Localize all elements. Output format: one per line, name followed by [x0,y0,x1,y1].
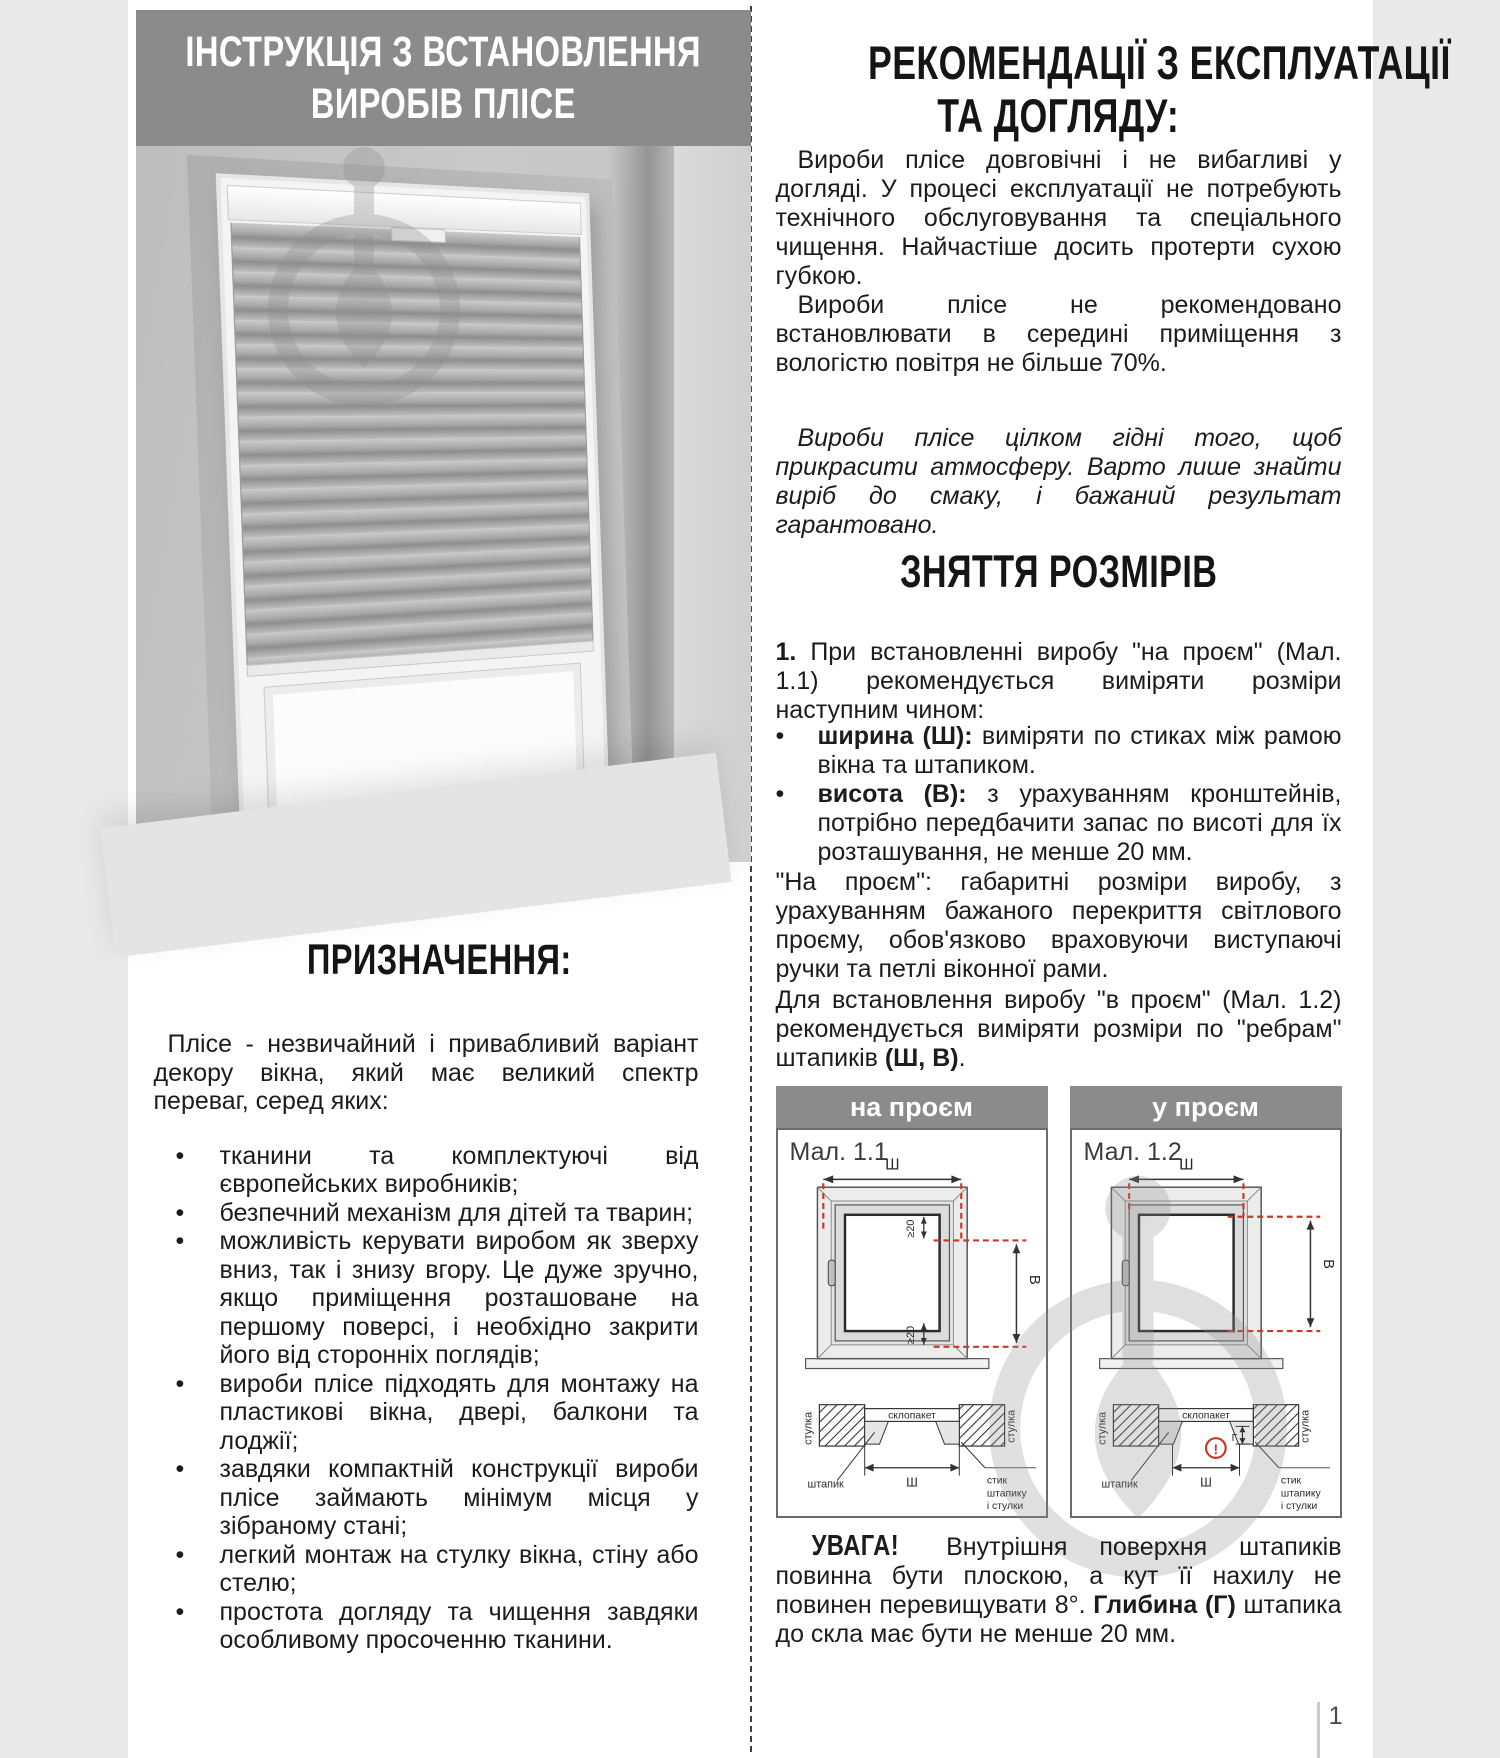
svg-text:Ш: Ш [1199,1474,1212,1490]
page-number: 1 [1317,1702,1343,1758]
purpose-section [154,1030,699,1655]
title-line-2: ВИРОБІВ ПЛІСЕ [310,80,576,128]
svg-text:склопакет: склопакет [1181,1410,1230,1422]
paragraph-italic: Вироби плісе цілком гідні того, щоб прикрасити атмосферу. Варто лише знайти виріб до смаку, і бажаний результат гарантовано. [775,424,1342,539]
svg-text:стулка: стулка [1004,1409,1017,1443]
purpose-intro: Плісе - незвичайний і привабливий варіант декору вікна, який має великий спектр переваг, серед яких: [153,1030,699,1115]
list-item: • ширина (Ш): виміряти по стиках між рамою вікна та штапиком. [776,722,1342,780]
svg-text:штапику: штапику [986,1488,1027,1500]
svg-text:штапику: штапику [1280,1488,1321,1500]
window-diagram-1-icon [778,1152,1046,1384]
diagram-u-proem [1070,1086,1342,1518]
measure-list [776,722,1342,867]
list-item: • завдяки компактній конструкції вироби плісе займають мінімум місця у зібраному стані; [154,1455,699,1541]
list-item: • легкий монтаж на стулку вікна, стіну або стелю; [154,1541,699,1598]
list-item: • висота (В): з урахуванням кронштейнів, потрібно передбачити запас по висоті для їх розташування, не менше 20 мм. [776,780,1342,867]
attention-paragraph: УВАГА! Внутрішня поверхня штапиків повинна бути плоскою, а кут її нахилу не повинен перевищувати 8°. Глибина (Г) штапика до скла має бути не менше 20 мм. [775,1530,1342,1648]
window-diagram-2-icon [1072,1152,1340,1384]
figure-label: Мал. 1.1 [789,1138,888,1166]
step-number: 1. [775,638,797,666]
svg-text:і стулки: і стулки [986,1501,1023,1513]
svg-text:склопакет: склопакет [887,1410,936,1422]
document-page [128,0,1451,1758]
list-item: • можливість керувати виробом як зверху вниз, так і знизу вгору. Це дуже зручно, якщо приміщення розташоване на першому поверсі, і необхідно закрити його від сторонніх поглядів; [154,1227,699,1370]
diagram-header: на проєм [776,1086,1048,1128]
figure-label: Мал. 1.2 [1083,1138,1182,1166]
v-proem-paragraph: Для встановлення виробу "в проєм" (Мал. 1.2) рекомендується виміряти розміри по "ребрам" штапиків (Ш, В). [775,986,1342,1072]
benefits-list [154,1142,699,1655]
care-paragraphs [776,146,1342,378]
svg-text:і стулки: і стулки [1280,1501,1317,1513]
care-heading: РЕКОМЕНДАЦІЇ З ЕКСПЛУАТАЦІЇ ТА ДОГЛЯДУ: [867,36,1451,142]
svg-text:стик: стик [1280,1475,1301,1487]
svg-text:Ш: Ш [884,1156,900,1174]
diagram-na-proem [776,1086,1048,1518]
svg-text:стулка: стулка [802,1411,814,1445]
list-item: • тканини та комплектуючі від європейських виробників; [154,1142,699,1199]
svg-text:штапик: штапик [807,1478,844,1491]
list-item: • безпечний механізм для дітей та тварин; [154,1199,699,1228]
svg-text:≥20: ≥20 [904,1219,917,1238]
instruction-title-banner [136,10,751,146]
list-item: • простота догляду та чищення завдяки особливому просоченню тканини. [154,1598,699,1655]
svg-text:!: ! [1213,1441,1218,1457]
svg-text:В: В [1025,1274,1042,1285]
purpose-heading: ПРИЗНАЧЕННЯ: [306,936,572,984]
step-1-paragraph: 1. При встановленні виробу "на проєм" (Мал. 1.1) рекомендується виміряти розміри наступним чином: [775,638,1342,724]
right-column [775,0,1451,1758]
na-proem-paragraph: "На проєм": габаритні розміри виробу, з урахуванням бажаного перекриття світлового проєму, обов'язково враховуючи виступаючі ручки та петлі віконної рами. [775,868,1342,983]
pleated-fabric [230,223,593,665]
svg-text:стулка: стулка [1096,1411,1108,1445]
title-line-1: ІНСТРУКЦІЯ З ВСТАНОВЛЕННЯ [185,28,701,76]
warning-icon [1206,1438,1226,1458]
paragraph: Вироби плісе не рекомендовано встановлювати в середині приміщення з вологістю повітря не більше 70%. [775,291,1342,377]
svg-text:Ш: Ш [1178,1156,1194,1174]
paragraph: Вироби плісе довговічні і не вибагливі у догляді. У процесі експлуатації не потребують технічного обслуговування та спеціального чищення. Найчастіше досить протерти сухою губкою. [775,146,1342,290]
svg-text:стулка: стулка [1298,1409,1311,1443]
svg-text:Ш: Ш [905,1474,918,1490]
section-diagram-1-icon [778,1384,1046,1516]
diagram-panels [776,1086,1342,1518]
blind-pull-tab [390,227,445,243]
svg-text:В: В [1319,1259,1336,1269]
sizes-heading: ЗНЯТТЯ РОЗМІРІВ [899,546,1218,597]
attention-label: УВАГА! [811,1530,899,1562]
svg-text:≥20: ≥20 [904,1326,917,1344]
svg-text:штапик: штапик [1101,1478,1138,1491]
svg-text:стик: стик [986,1475,1007,1487]
list-item: • вироби плісе підходять для монтажу на пластикові вікна, двері, балкони та лоджії; [154,1370,699,1456]
svg-text:Г: Г [1231,1433,1237,1445]
diagram-header: у проєм [1070,1086,1342,1128]
section-diagram-2-icon [1072,1384,1340,1516]
pleated-blind-photo [136,146,751,862]
